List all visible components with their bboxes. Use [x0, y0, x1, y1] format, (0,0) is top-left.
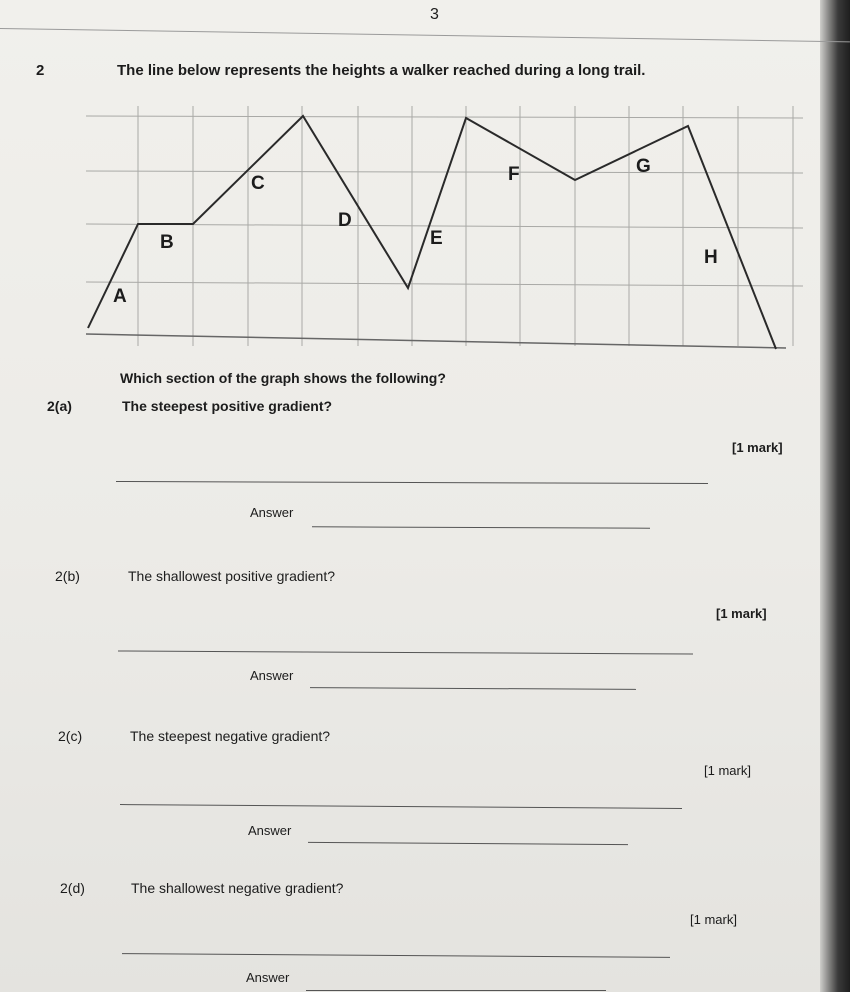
section-label-b: B	[160, 232, 174, 253]
question-prompt: Which section of the graph shows the following?	[120, 370, 446, 386]
section-label-h: H	[704, 247, 718, 268]
part-a-answer-label: Answer	[250, 505, 294, 520]
part-c-text: The steepest negative gradient?	[130, 728, 331, 744]
page-shadow-edge	[820, 0, 850, 992]
part-d-text: The shallowest negative gradient?	[131, 880, 344, 896]
trail-height-graph	[78, 96, 808, 354]
section-label-c: C	[251, 173, 265, 194]
part-a-label: 2(a)	[47, 398, 72, 414]
page-number: 3	[430, 6, 439, 23]
question-number: 2	[36, 62, 45, 79]
part-a-text: The steepest positive gradient?	[122, 398, 333, 414]
part-d-answer-line[interactable]	[306, 990, 606, 991]
part-c-marks: [1 mark]	[704, 763, 751, 778]
part-b-marks: [1 mark]	[716, 606, 767, 621]
part-b-label: 2(b)	[55, 568, 80, 584]
section-label-f: F	[508, 164, 520, 185]
section-label-d: D	[338, 210, 352, 231]
section-label-g: G	[636, 156, 651, 177]
part-c-answer-label: Answer	[248, 823, 292, 838]
part-d-label: 2(d)	[60, 880, 85, 896]
part-b-text: The shallowest positive gradient?	[128, 568, 336, 584]
part-a-marks: [1 mark]	[732, 440, 783, 455]
section-label-e: E	[430, 228, 443, 249]
part-b-answer-label: Answer	[250, 668, 294, 683]
part-c-label: 2(c)	[58, 728, 83, 744]
question-intro: The line below represents the heights a walker reached during a long trail.	[117, 62, 646, 79]
part-d-marks: [1 mark]	[690, 912, 737, 927]
part-d-answer-label: Answer	[246, 970, 290, 985]
section-label-a: A	[113, 286, 127, 307]
